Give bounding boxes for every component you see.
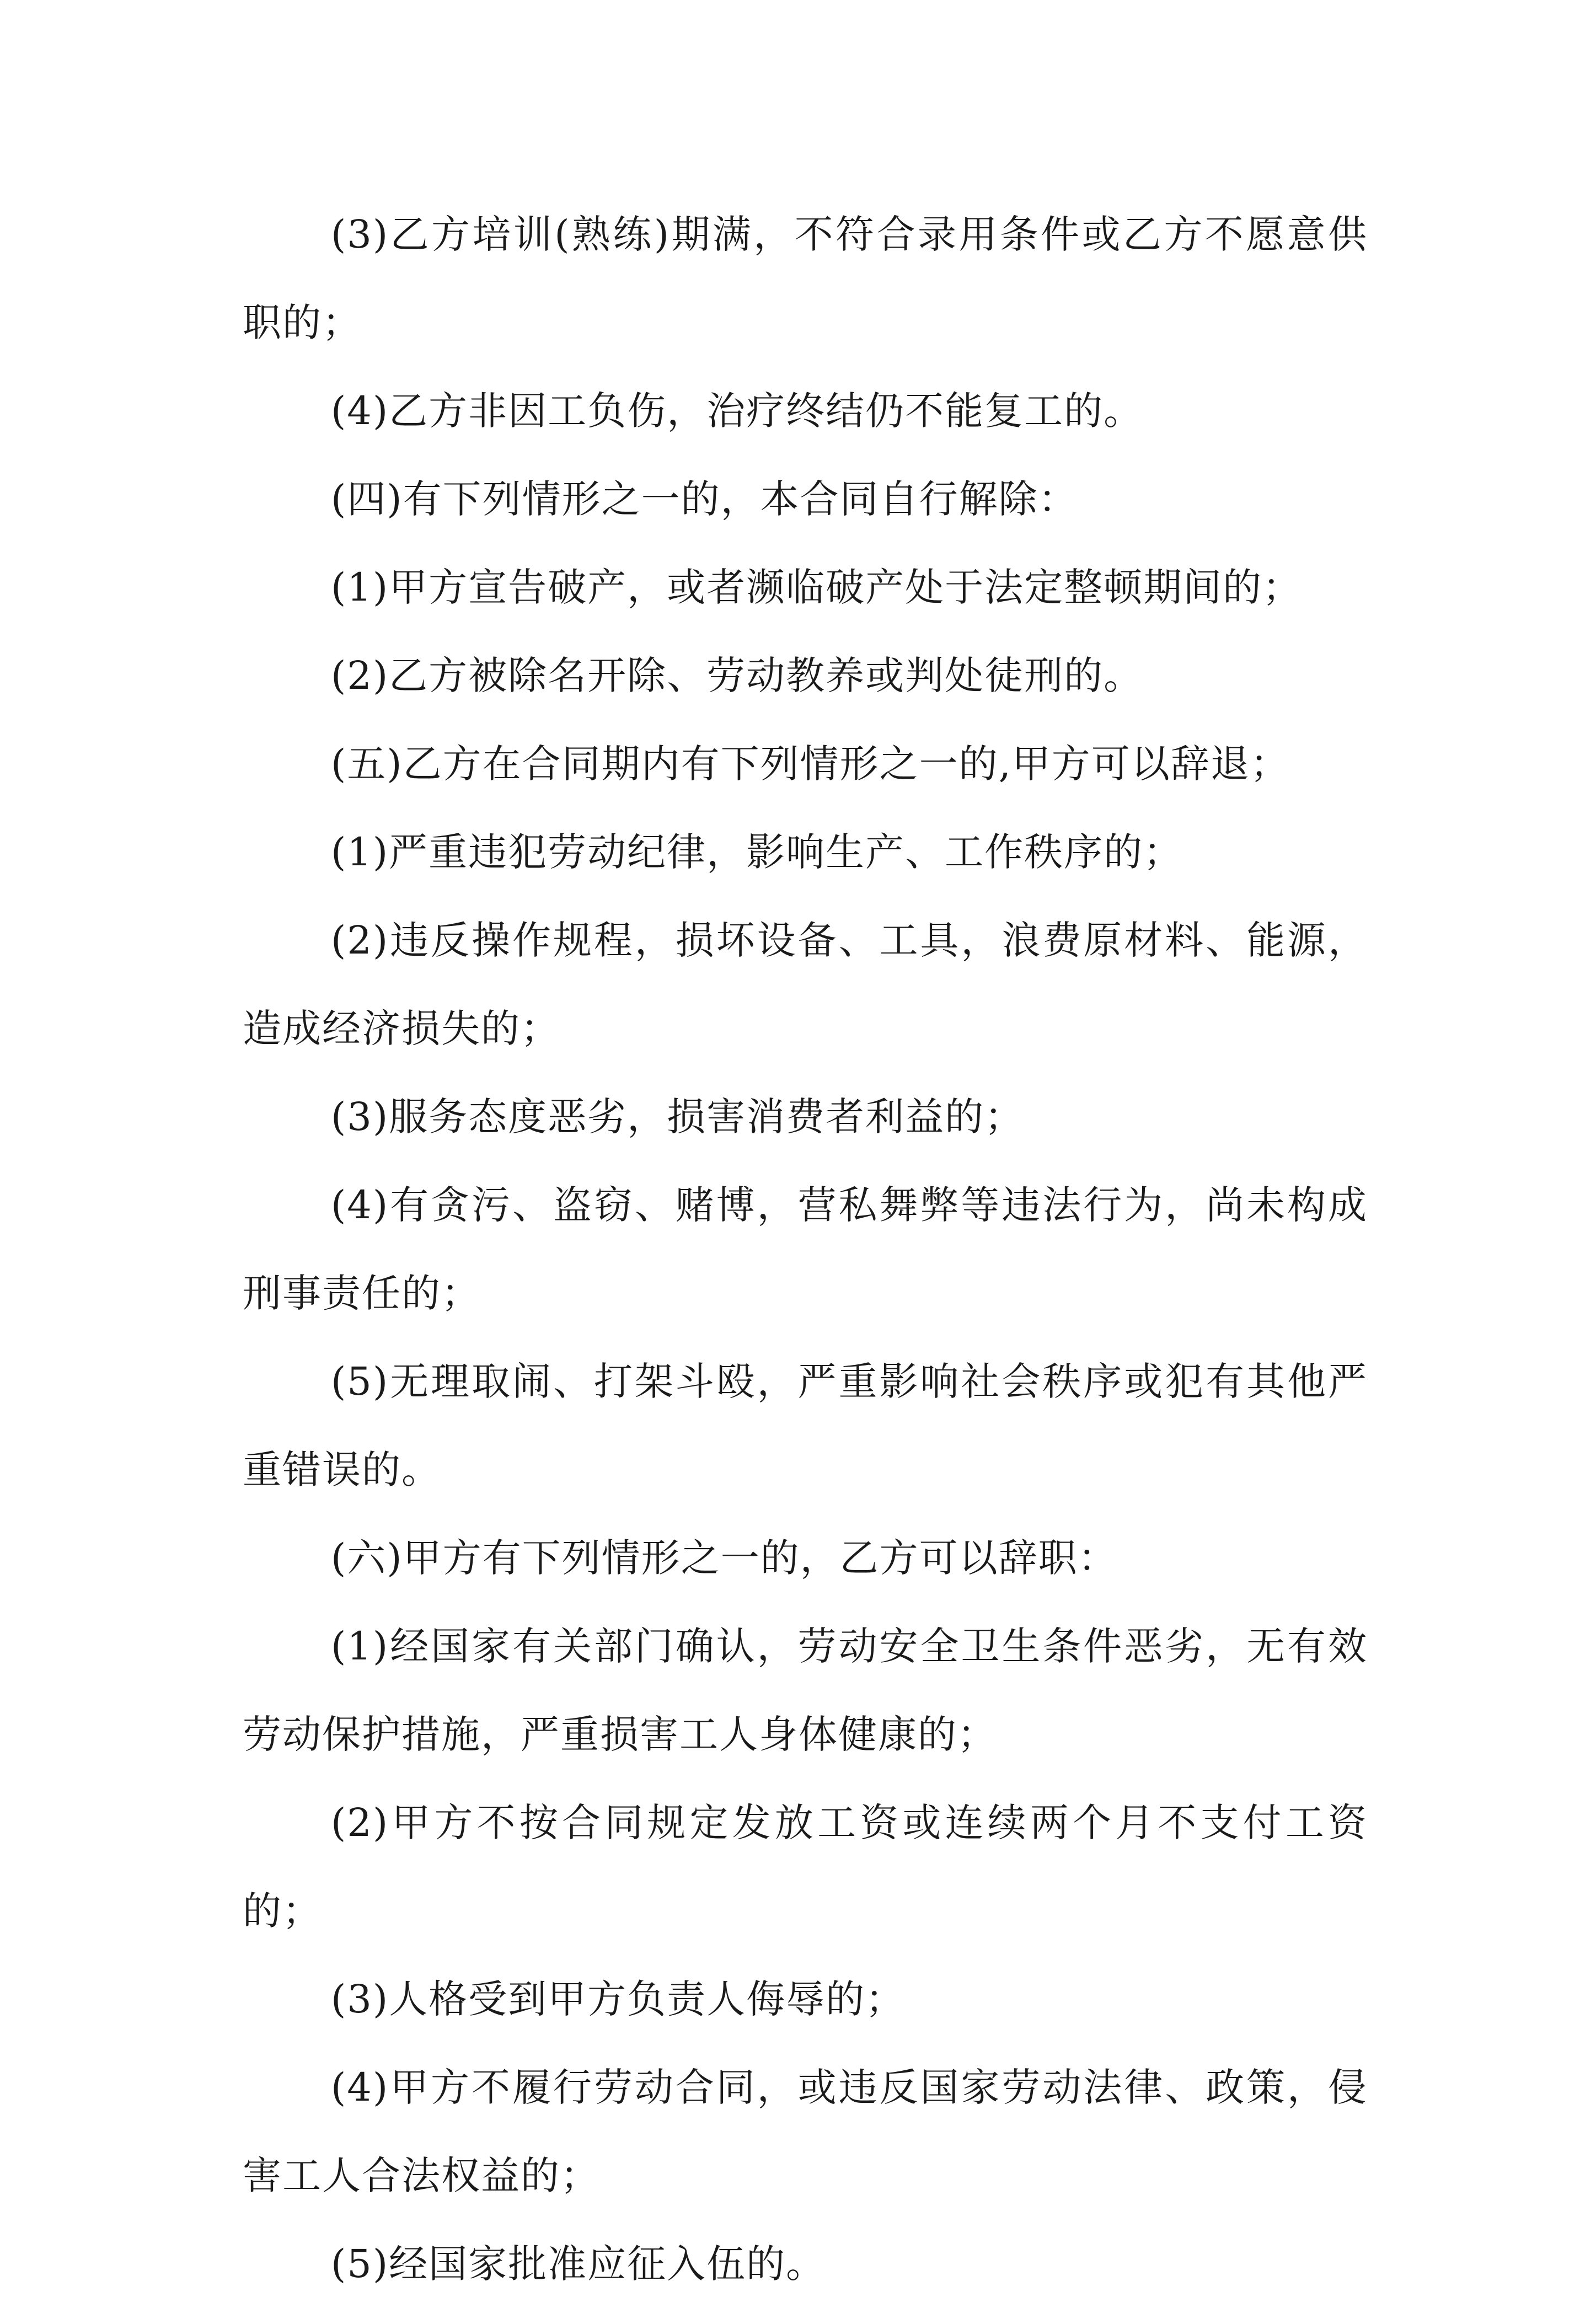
paragraph-2-operating-rules: (2)违反操作规程，损坏设备、工具，浪费原材料、能源，造成经济损失的； xyxy=(243,918,1368,1051)
paragraph-1-unsafe-conditions: (1)经国家有关部门确认，劳动安全卫生条件恶劣，无有效劳动保护措施，严重损害工人身体健康的； xyxy=(243,1624,1368,1757)
paragraph-4-non-work-injury: (4)乙方非因工负伤，治疗终结仍不能复工的。 xyxy=(331,388,1144,433)
contract-text-body xyxy=(243,190,1368,2308)
paragraph-4-corruption: (4)有贪污、盗窃、赌博，营私舞弊等违法行为，尚未构成刑事责任的； xyxy=(243,1182,1368,1316)
paragraph-5-disorder: (5)无理取闹、打架斗殴，严重影响社会秩序或犯有其他严重错误的。 xyxy=(243,1359,1368,1492)
paragraph-3-training-expiry: (3)乙方培训(熟练)期满，不符合录用条件或乙方不愿意供职的； xyxy=(243,212,1368,345)
paragraph-3-insult: (3)人格受到甲方负责人侮辱的； xyxy=(331,1977,906,2022)
paragraph-3-poor-service: (3)服务态度恶劣，损害消费者利益的； xyxy=(331,1094,1025,1139)
paragraph-2-unpaid-wages: (2)甲方不按合同规定发放工资或连续两个月不支付工资的； xyxy=(243,1800,1368,1934)
section-4-automatic-termination: (四)有下列情形之一的，本合同自行解除： xyxy=(331,476,1078,522)
paragraph-1-discipline-violation: (1)严重违犯劳动纪律，影响生产、工作秩序的； xyxy=(331,829,1183,875)
section-6-employee-resignation: (六)甲方有下列情形之一的，乙方可以辞职： xyxy=(331,1535,1118,1581)
paragraph-2-dismissal-sentence: (2)乙方被除名开除、劳动教养或判处徒刑的。 xyxy=(331,653,1144,698)
paragraph-5-military-enlistment: (5)经国家批准应征入伍的。 xyxy=(331,2241,826,2286)
paragraph-1-bankruptcy: (1)甲方宣告破产，或者濒临破产处于法定整顿期间的； xyxy=(331,565,1303,610)
paragraph-4-contract-breach: (4)甲方不履行劳动合同，或违反国家劳动法律、政策，侵害工人合法权益的； xyxy=(243,2065,1368,2198)
section-5-employer-dismissal: (五)乙方在合同期内有下列情形之一的,甲方可以辞退； xyxy=(331,741,1290,786)
